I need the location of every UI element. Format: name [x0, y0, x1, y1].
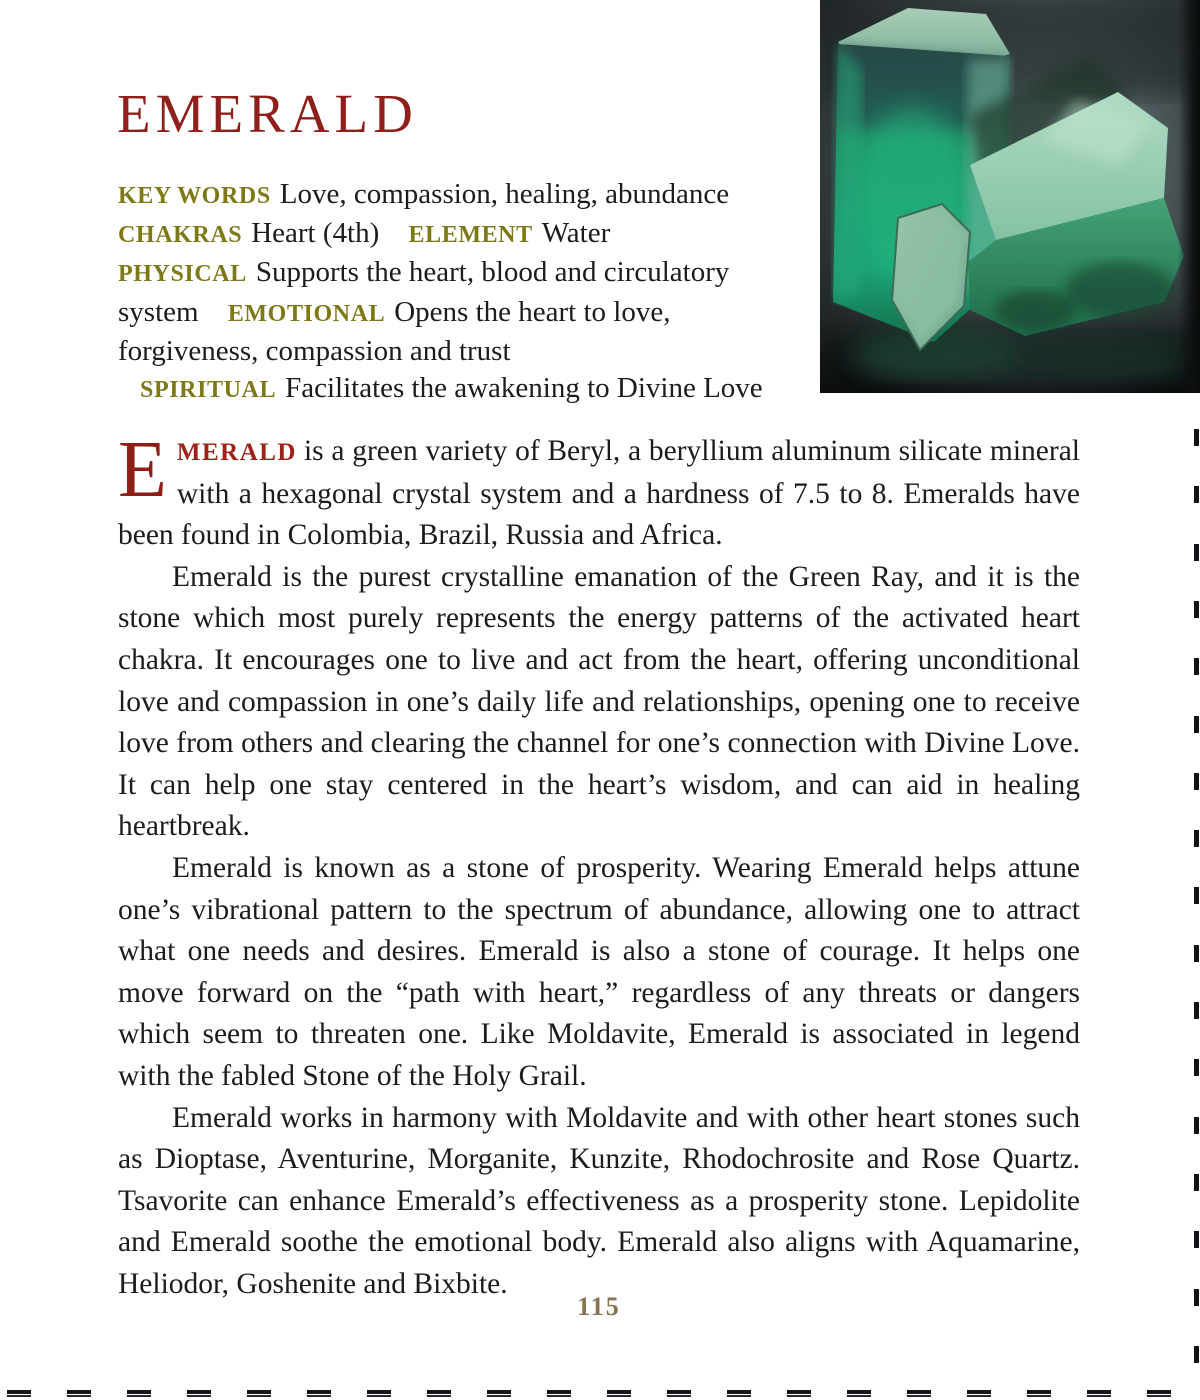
- bottom-dash: [1147, 1390, 1171, 1397]
- label-spiritual: SPIRITUAL: [140, 377, 277, 404]
- label-emotional: EMOTIONAL: [227, 300, 386, 327]
- edge-tick: [1194, 1059, 1199, 1076]
- paragraph-1: [118, 426, 1080, 557]
- edge-tick: [1194, 544, 1199, 561]
- emerald-photo-art: [820, 0, 1200, 393]
- value-physical: Supports the heart, blood and circulatory system: [118, 256, 730, 328]
- paragraph-3: Emerald is known as a stone of prosperity. Wearing Emerald helps attune one’s vibrational pattern to the spectrum of abundance, allowing one to attract what one needs and desires. Emerald is also a stone of courage. It helps one move forward on the “path with heart,” regardless of any threats or dangers which seem to threaten one. Like Moldavite, Emerald is associated in legend with the fabled Stone of the Holy Grail.: [118, 851, 1080, 1092]
- bottom-dash: [1087, 1390, 1111, 1397]
- value-key-words: Love, compassion, healing, abundance: [279, 178, 730, 210]
- value-spiritual: Facilitates the awakening to Divine Love: [285, 372, 763, 405]
- edge-tick: [1194, 773, 1199, 790]
- edge-tick: [1194, 945, 1199, 962]
- bottom-dash: [187, 1390, 211, 1397]
- bottom-dash: [67, 1390, 91, 1397]
- page-title: EMERALD: [117, 83, 418, 144]
- bottom-dash: [127, 1390, 151, 1397]
- bottom-dash: [307, 1390, 331, 1397]
- dropcap: E: [118, 426, 167, 514]
- emerald-crystals-photo: [820, 0, 1200, 393]
- bottom-dash: [787, 1390, 811, 1397]
- edge-tick: [1194, 716, 1199, 733]
- edge-tick: [1194, 1117, 1199, 1134]
- paragraph-2: Emerald is the purest crystalline emanation of the Green Ray, and it is the stone which most purely represents the energy patterns of the activated heart chakra. It encourages one to live and act from the heart, offering unconditional love and compassion in one’s daily life and relationships, opening one to receive love from others and clearing the channel for one’s connection with Divine Love. It can help one stay centered in the heart’s wisdom, and can aid in healing heartbreak.: [118, 560, 1080, 843]
- edge-tick: [1194, 1002, 1199, 1019]
- edge-tick: [1194, 1289, 1199, 1306]
- paragraph-4: Emerald works in harmony with Moldavite and with other heart stones such as Dioptase, Aventurine, Morganite, Kunzite, Rhodochrosite and Rose Quartz. Tsavorite can enhance Emerald’s effectiveness as a prosperity stone. Lepidolite and Emerald soothe the emotional body. Emerald also aligns with Aquamarine, Heliodor, Goshenite and Bixbite.: [118, 1101, 1080, 1300]
- bottom-dash: [907, 1390, 931, 1397]
- label-key-words: KEY WORDS: [118, 183, 271, 209]
- edge-tick: [1194, 1174, 1199, 1191]
- edge-tick: [1194, 658, 1199, 675]
- bottom-dash: [547, 1390, 571, 1397]
- label-element: ELEMENT: [408, 222, 533, 249]
- bottom-dash: [847, 1390, 871, 1397]
- bottom-dash: [247, 1390, 271, 1397]
- label-physical: PHYSICAL: [118, 261, 247, 288]
- edge-tick: [1194, 429, 1199, 446]
- page-number: 115: [577, 1292, 621, 1321]
- bottom-dash: [7, 1390, 31, 1397]
- body-text: [118, 426, 1080, 1305]
- edge-tick: [1194, 1346, 1199, 1363]
- value-emotional: Opens the heart to love, forgiveness, compassion and trust: [118, 295, 671, 367]
- bottom-dash: [487, 1390, 511, 1397]
- bottom-dash: [1027, 1390, 1051, 1397]
- bottom-dash: [727, 1390, 751, 1397]
- bottom-dash: [667, 1390, 691, 1397]
- bottom-dash: [427, 1390, 451, 1397]
- bottom-dash: [967, 1390, 991, 1397]
- edge-tick: [1194, 830, 1199, 847]
- edge-tick: [1194, 887, 1199, 904]
- edge-tick: [1194, 1231, 1199, 1248]
- edge-tick: [1194, 601, 1199, 618]
- value-chakras: Heart (4th): [251, 217, 380, 250]
- edge-tick: [1194, 486, 1199, 503]
- bottom-dash: [607, 1390, 631, 1397]
- properties-block: [118, 176, 794, 409]
- bottom-dash: [367, 1390, 391, 1397]
- paragraph-1-text: is a green variety of Beryl, a beryllium aluminum silicate mineral with a hexagonal crystal system and a hardness of 7.5 to 8. Emeralds have been found in Colombia, Brazil, Russia and Africa.: [118, 435, 1080, 552]
- value-element: Water: [541, 217, 611, 250]
- label-chakras: CHAKRAS: [118, 222, 243, 249]
- lead-smallcaps: MERALD: [176, 439, 297, 466]
